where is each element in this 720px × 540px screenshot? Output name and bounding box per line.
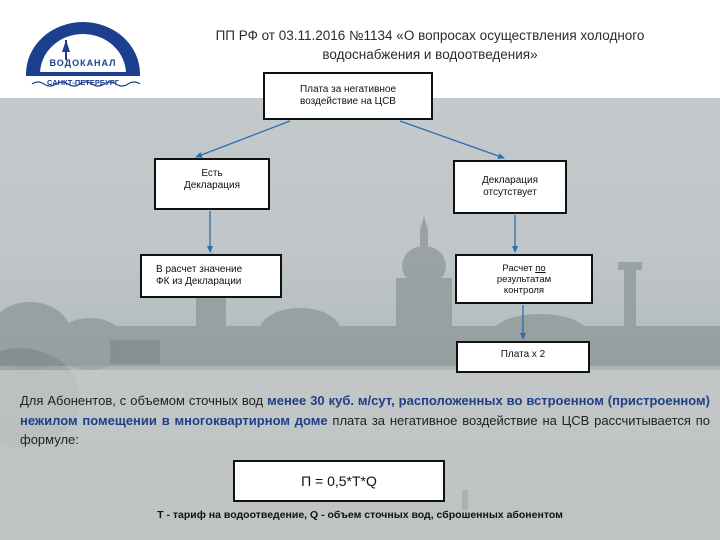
arrow-root-to-no [400, 121, 504, 158]
calc-results-text-b: по [535, 262, 546, 274]
para-part-2-highlight: менее 30 куб. м/сут, расположенных во встроенном (пристроенном) нежилом помещении в многоквартирном доме [20, 393, 711, 428]
calc-results-text-c: результатам контроля [496, 273, 552, 296]
box-declaration-exists: Есть Декларация [154, 158, 270, 210]
formula-box: П = 0,5*Т*Q [233, 460, 445, 502]
calc-results-text-a: Расчет [502, 262, 536, 274]
arrow-root-to-yes [196, 121, 290, 157]
description-paragraph [20, 391, 710, 450]
title-line-1: ПП РФ от 03.11.2016 №1134 «О вопросах осуществления холодного [215, 28, 645, 43]
logo-city: САНКТ-ПЕТЕРБУРГ [46, 78, 119, 87]
box-negative-impact-fee: Плата за негативное воздействие на ЦСВ [263, 72, 433, 120]
title-line-2: водоснабжения и водоотведения» [322, 47, 538, 62]
formula-legend: Т - тариф на водоотведение, Q - объем сточных вод, сброшенных абонентом [157, 509, 563, 521]
para-part-1: Для Абонентов, с объемом сточных вод [20, 393, 268, 408]
box-fee-times-two: Плата х 2 [456, 341, 590, 373]
para-part-3: плата за негативное воздействие на ЦСВ рассчитывается по формуле: [20, 412, 710, 447]
box-calc-from-declaration: В расчет значение ФК из Декларации [140, 254, 282, 298]
logo-wordmark: ВОДОКАНАЛ [49, 58, 117, 68]
box-calc-by-control-results [455, 254, 593, 304]
box-declaration-missing: Декларация отсутствует [453, 160, 567, 214]
